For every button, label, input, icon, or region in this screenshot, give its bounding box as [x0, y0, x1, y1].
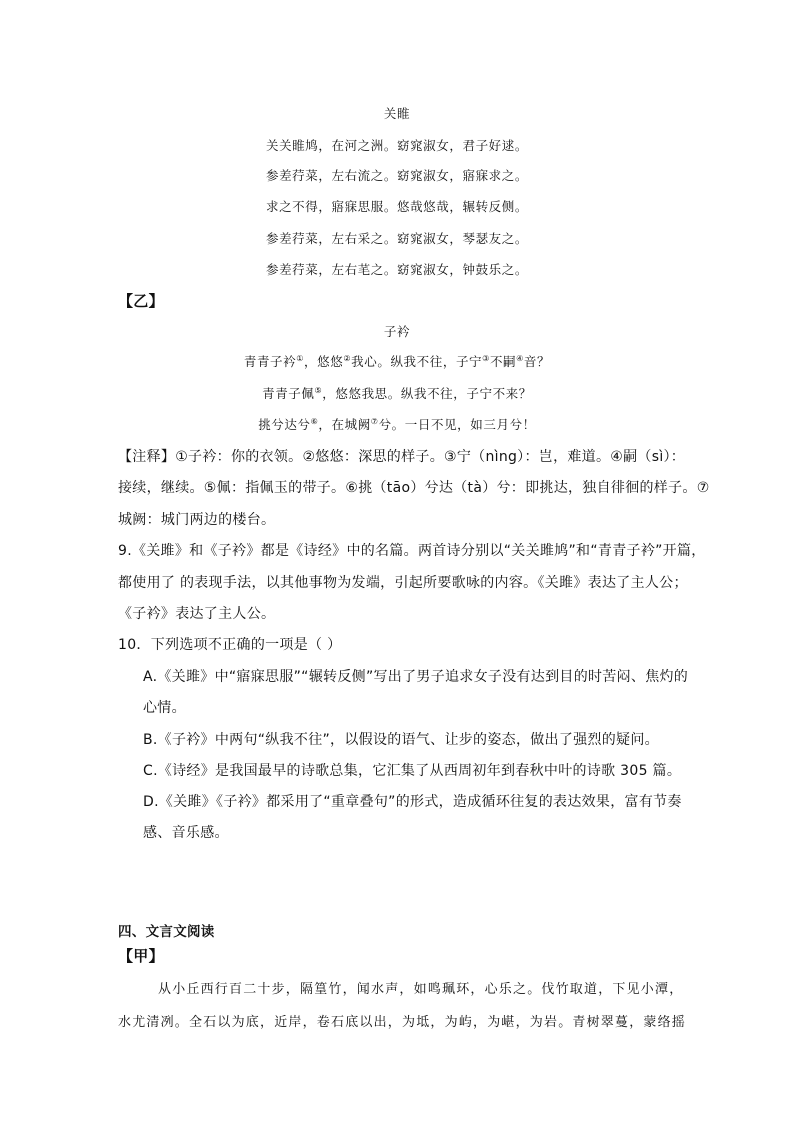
q10-option-d: D.《关雎》《子衿》都采用了“重章叠句”的形式，造成循环往复的表达效果，富有节奏 [143, 794, 682, 810]
poem2-title: 子衿 [383, 324, 411, 339]
q10-option-b: B.《子衿》中两句“纵我不往”，以假设的语气、让步的姿态，做出了强烈的疑问。 [143, 732, 659, 748]
poem2-line-2: 青青子佩⑤，悠悠我思。纵我不往，子宁不来？ [262, 385, 532, 401]
poem1-line-5: 参差荇菜，左右芼之。窈窕淑女，钟鼓乐之。 [265, 262, 528, 277]
notes-line-2: 接续，继续。⑤佩：指佩玉的带子。⑥挑（tāo）兮达（tà）兮：即挑达，独自徘徊的样子。⑦ [118, 480, 710, 496]
poem1-line-3: 求之不得，寤寐思服。悠哉悠哉，辗转反侧。 [265, 199, 528, 214]
section4-jia-label: 【甲】 [118, 947, 164, 965]
poem2-line-3: 挑兮达兮⑥，在城阙⑦兮。一日不见，如三月兮！ [258, 416, 536, 432]
q10-stem: 10．下列选项不正确的一项是（ ） [118, 637, 342, 653]
poem1-line-1: 关关睢鸠，在河之洲。窈窕淑女，君子好逑。 [265, 138, 528, 153]
q10-option-d-cont: 感、音乐感。 [143, 825, 229, 841]
notes-line-1: 【注释】①子衿：你的衣领。②悠悠：深思的样子。③宁（nìng）：岂，难道。④嗣（sì）： [118, 449, 686, 465]
poem1-line-2: 参差荇菜，左右流之。窈窕淑女，寤寐求之。 [265, 168, 528, 183]
section4-para-line-1: 从小丘西行百二十步，隔篁竹，闻水声，如鸣珮环，心乐之。伐竹取道，下见小潭， [158, 982, 684, 997]
q9-line-2: 都使用了 的表现手法，以其他事物为发端，引起所要歌咏的内容。《关雎》表达了主人公； [118, 575, 688, 591]
poem2-line-1: 青青子衿①，悠悠②我心。纵我不往，子宁③不嗣④音？ [243, 353, 551, 369]
q10-option-a: A.《关雎》中“寤寐思服”“辗转反侧”写出了男子追求女子没有达到目的时苦闷、焦灼的 [143, 669, 689, 685]
section-yi-label: 【乙】 [118, 292, 164, 310]
notes-line-3: 城阙：城门两边的楼台。 [118, 512, 276, 528]
poem1-line-4: 参差荇菜，左右采之。窈窕淑女，琴瑟友之。 [265, 231, 528, 246]
poem1-title: 关睢 [383, 106, 411, 121]
q10-option-a-cont: 心情。 [143, 700, 186, 716]
q10-option-c: C.《诗经》是我国最早的诗歌总集，它汇集了从西周初年到春秋中叶的诗歌 305 篇。 [143, 763, 682, 779]
q9-line-3: 《子衿》表达了主人公。 [118, 606, 276, 622]
section4-heading: 四、文言文阅读 [118, 924, 215, 940]
section4-para-line-2: 水尤清冽。全石以为底，近岸，卷石底以出，为坻，为屿，为嵁，为岩。青树翠蔓，蒙络摇 [118, 1015, 687, 1030]
q9-line-1: 9.《关雎》和《子衿》都是《诗经》中的名篇。两首诗分别以“关关雎鸠”和“青青子衿”开篇， [118, 543, 706, 559]
